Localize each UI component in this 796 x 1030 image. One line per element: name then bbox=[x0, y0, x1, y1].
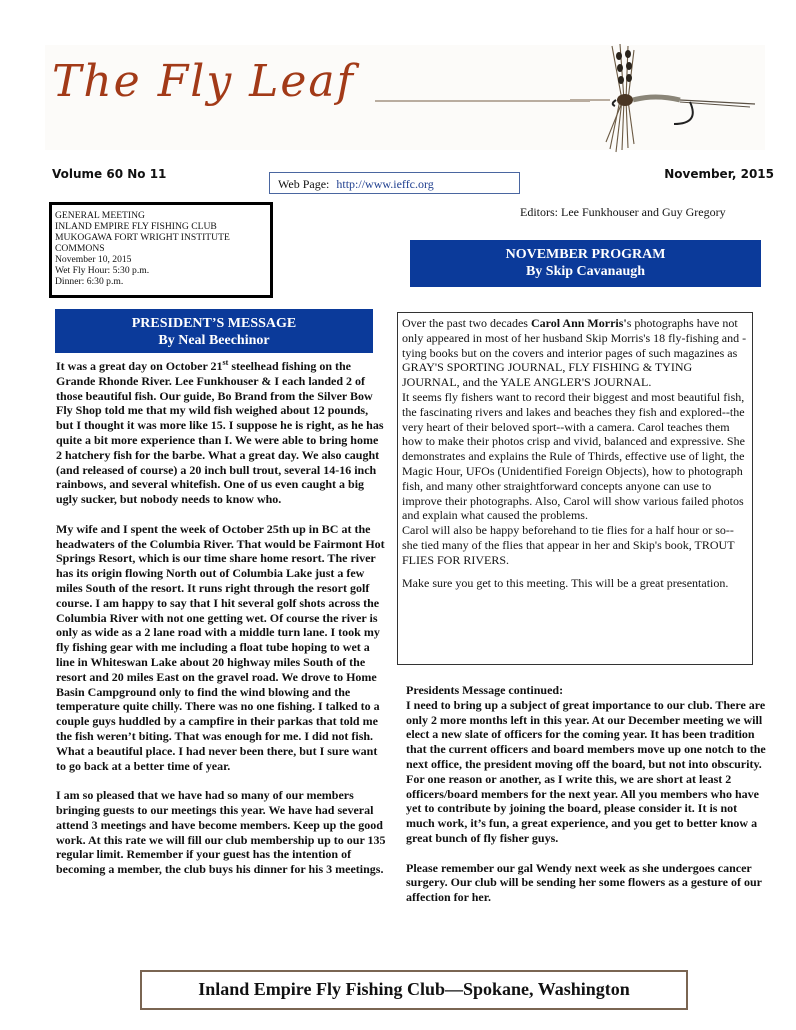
program-paragraph: It seems fly fishers want to record their biggest and most beautiful fish, the fascinating rivers and lakes and beaches they fish and explored--the very heart of their beloved sport--with a camera. Carol teaches them how to make their photos crisp and vivid, balanced and expressive. She demonstrates and explains the Rule of Thirds, effective use of light, the Magic Hour, UFOs (Unidentified Foreign Objects), how to photograph fish, and many other straightforward concepts anyone can use to improve their photographs. Also, Carol will show various failed photos and explain what caused the problems. bbox=[402, 389, 745, 523]
continued-paragraph: Please remember our gal Wendy next week as she undergoes cancer surgery. Our club will be sending her some flowers as a gesture of our affection for her. bbox=[406, 860, 762, 905]
program-p1-text-cont: s photographs have not only appeared in most of her husband Skip Morris's 18 fly-fishing and -tying books but on the covers and interior pages of such magazines as GRAY'S SPORTING JOURNAL, FLY FISHING & TYING JOURNAL, and the YALE ANGLER'S JOURNAL. bbox=[402, 316, 747, 390]
president-message-continued bbox=[406, 683, 766, 920]
president-heading-byline: By Neal Beechinor bbox=[158, 333, 270, 348]
program-heading-title: NOVEMBER PROGRAM bbox=[505, 247, 666, 262]
ordinal-suffix: st bbox=[222, 358, 229, 367]
program-description-box bbox=[397, 312, 753, 665]
president-paragraph: I am so pleased that we have had so many of our members bringing guests to our meetings this year. We have had several attend 3 meetings and have become members. Keep up the good work. At this rate we will fill our club membership up to our 135 regular limit. Remember if your guest has the intention of becoming a member, the club buys his dinner for his 3 meetings. bbox=[56, 788, 386, 877]
meeting-line: COMMONS bbox=[55, 243, 105, 254]
webpage-box bbox=[269, 172, 520, 194]
meeting-line: GENERAL MEETING bbox=[55, 210, 145, 221]
meeting-line: INLAND EMPIRE FLY FISHING CLUB bbox=[55, 221, 217, 232]
meeting-line: MUKOGAWA FORT WRIGHT INSTITUTE bbox=[55, 232, 230, 243]
meeting-line: Dinner: 6:30 p.m. bbox=[55, 276, 124, 287]
president-p1-text: It was a great day on October 21 bbox=[56, 359, 223, 373]
meeting-line: November 10, 2015 bbox=[55, 254, 132, 265]
program-heading-byline: By Skip Cavanaugh bbox=[525, 264, 646, 279]
fly-line-divider bbox=[375, 100, 590, 102]
newsletter-title-logo: The Fly Leaf bbox=[52, 56, 355, 107]
program-paragraph: Make sure you get to this meeting. This will be a great presentation. bbox=[402, 575, 729, 590]
president-paragraph: My wife and I spent the week of October 25th up in BC at the headwaters of the Columbia River. That would be Fairmont Hot Springs Resort, which is our time share home resort. The river has its origin flowing North out of Columbia Lake just a few miles South of the resort. It runs right through the resort golf course. I am happy to say that I hit several golf shots across the Columbia River with not one getting wet. Of course the river is only as wide as a 2 lane road with a middle turn lane. I took my fly fishing gear with me including a float tube hoping to wet a line in Whiteswan Lake about 20 highway miles South of the resort and 20 miles East on the gravel road. We drove to Home Basin Campground only to find the wind blowing and the temperature quite chilly. There was no one fishing. I talked to a couple guys huddled by a campfire in their parkas that told me the fish weren’t biting. That was enough for me. I did not fish. What a beautiful place. I had never been there, but I sure want to go back at a better time of year. bbox=[56, 521, 385, 773]
program-paragraph bbox=[402, 316, 748, 390]
footer-club-banner: Inland Empire Fly Fishing Club—Spokane, Washington bbox=[140, 970, 688, 1010]
president-paragraph bbox=[56, 359, 386, 507]
president-p1-text-cont: steelhead fishing on the Grande Rhonde River. Lee Funkhouser & I each landed 2 of those beautiful fish. Our guide, Bo Brand from the Silver Bow Fly Shop told me that my wild fish weighed about 12 pounds, but I thought it was more like 15. I suppose he is right, as he has quite a bit more experience than I. We were able to bring home 2 hatchery fish for the barbe. What a great day. We also caught (and released of course) a 20 inch bull trout, several 14-16 inch rainbows, and several whitefish. One of us even caught a big ugly sucker, but nobody needs to know who. bbox=[56, 359, 384, 507]
program-p1-text: Over the past two decades bbox=[402, 316, 531, 330]
program-paragraph: Carol will also be happy beforehand to tie flies for a half hour or so--she tied many of the flies that appear in her and Skip's book, TROUT FLIES FOR RIVERS. bbox=[402, 523, 735, 567]
webpage-link[interactable]: http://www.ieffc.org bbox=[336, 177, 434, 191]
president-heading bbox=[55, 309, 373, 353]
webpage-label: Web Page: bbox=[278, 177, 330, 191]
program-heading bbox=[410, 240, 761, 287]
dry-fly-icon bbox=[570, 44, 760, 154]
presenter-name: Carol Ann Morris' bbox=[530, 316, 627, 330]
issue-date: November, 2015 bbox=[664, 167, 774, 181]
volume-number: Volume 60 No 11 bbox=[52, 167, 167, 181]
continued-paragraph: I need to bring up a subject of great importance to our club. There are only 2 more months left in this year. At our December meeting we will elect a new slate of officers for the coming year. It has been tradition that the current officers and board members move up one notch to the next office, the president moving off the board, but not into obscurity. For one reason or another, as I write this, we are short at least 2 officers/board members for the next year. All you members who have yet to contribute by joining the board, please consider it. It is not much work, it’s fun, a great experience, and you get to better know a great bunch of fly fisher guys. bbox=[406, 697, 766, 845]
meeting-line: Wet Fly Hour: 5:30 p.m. bbox=[55, 265, 150, 276]
editors-credit: Editors: Lee Funkhouser and Guy Gregory bbox=[520, 205, 726, 219]
president-heading-title: PRESIDENT’S MESSAGE bbox=[131, 316, 297, 331]
general-meeting-box bbox=[49, 202, 273, 298]
president-message-body bbox=[56, 359, 386, 892]
continued-heading: Presidents Message continued: bbox=[406, 683, 564, 697]
